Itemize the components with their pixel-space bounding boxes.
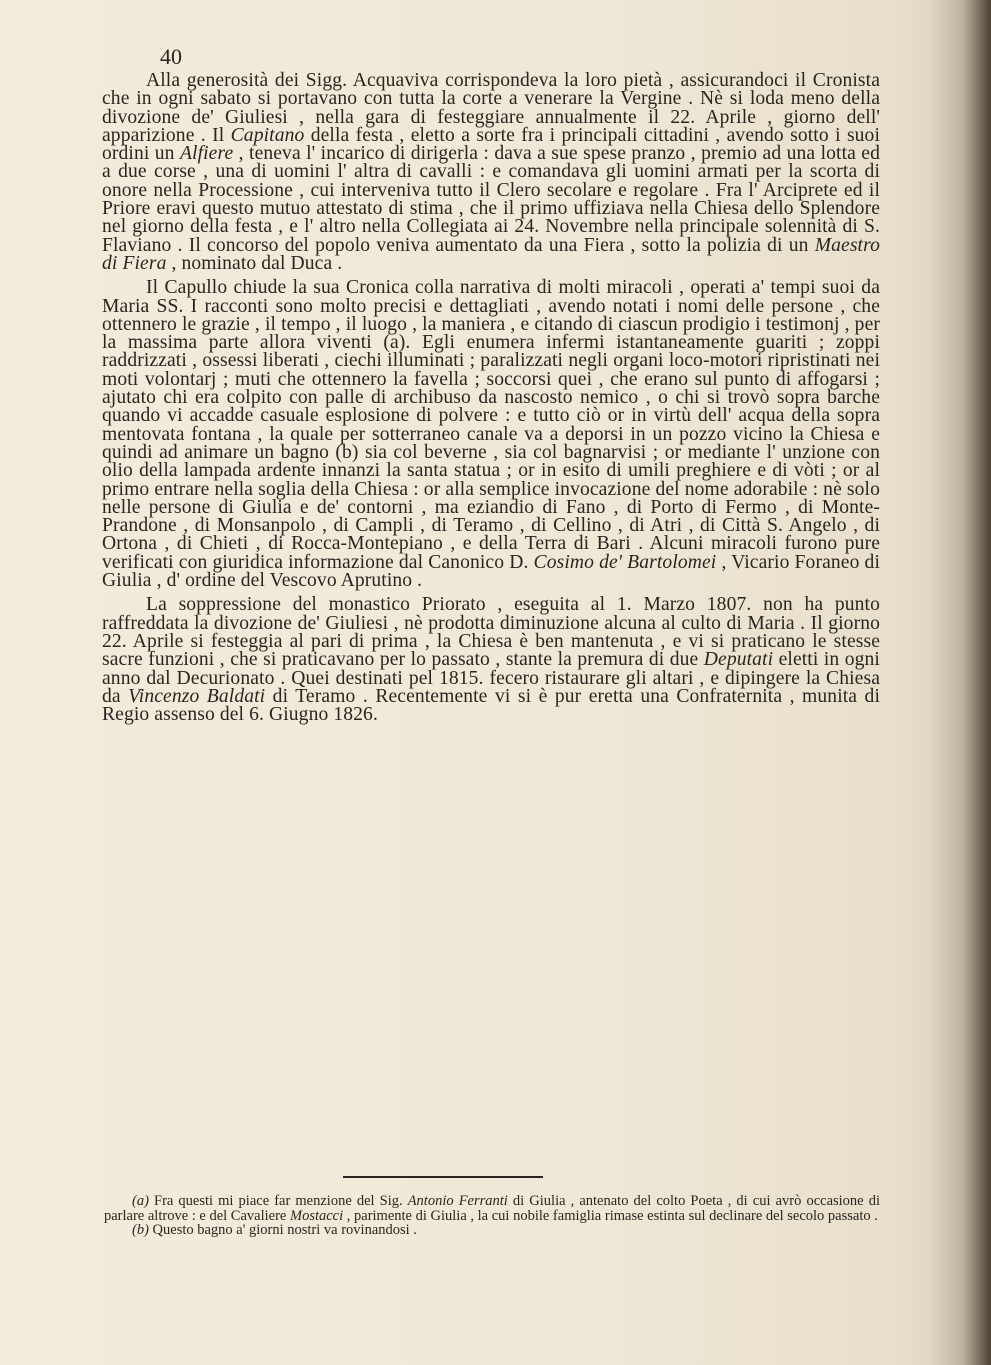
paragraph [102,596,880,724]
footnote-marker: (b) [132,1222,149,1238]
footnotes [104,1194,880,1238]
main-text [102,72,880,730]
italic-run: Vincenzo Baldati [128,685,266,707]
text-run: Fra questi mi piace far menzione del Sig. [148,1193,408,1209]
text-run: di Giulia , antenato del colto Poeta , di cui avrò occasione di parlare altrove : e del Cavaliere [104,1193,880,1224]
paragraph [102,72,880,273]
text-run: della festa , eletto a sorte fra i principali cittadini , avendo sotto i suoi ordini un [102,124,881,165]
text-run: Alla generosità dei Sigg. Acquaviva corrispondeva la loro pietà , assicurandoci il Cronista che in ogni sabato si portavano con tutta la corte a venerare la Vergine . Nè si loda meno della divozione de' Giuliesi , nella gara di festeggiare annualmente il 22. Aprile , giorno dell' apparizione . Il [102,70,880,146]
text-run: eletti in ogni anno dal Decurionato . Quei destinati pel 1815. fecero ristaurare gli altari , e dipingere la Chiesa da [102,649,880,707]
text-run: , teneva l' incarico di dirigerla : dava a sue spese pranzo , premio ad una lotta ed a due corse , una di uomini l' altra di cavalli : e comandava gli uomini armati per la scorta di onore nella Processione , cui interveniva tutto il Clero secolare e regolare . Fra l' Arciprete ed il Priore eravi questo mutuo attestato di stima , che il primo uffiziava nella Chiesa dello Splendore nel giorno della festa , e l' altro nella Collegiata ai 24. Novembre nella principale solennità di S. Flaviano . Il concorso del popolo veniva aumentato da una Fiera , sotto la polizia di un [102,143,880,256]
italic-run: Capitano [230,124,305,146]
italic-run: Antonio Ferranti [407,1193,508,1209]
footnote-separator [343,1176,543,1178]
italic-run: Alfiere [179,143,234,165]
text-run: La soppressione del monastico Priorato , eseguita al 1. Marzo 1807. non ha punto raffreddata la divozione de' Giuliesi , nè prodotta diminuzione alcuna al culto di Maria . Il giorno 22. Aprile si festeggia al pari di prima , la Chiesa è ben mantenuta , e vi si praticano le stesse sacre funzioni , che si praticavano per lo passato , stante la premura di due [102,594,880,671]
text-run: di Teramo . Recentemente vi si è pur eretta una Confraternita , munita di Regio assenso del 6. Giugno 1826. [102,685,880,726]
italic-run: Mostacci [289,1207,344,1224]
footnote [104,1223,880,1238]
page-number: 40 [160,44,182,69]
italic-run: Deputati [703,649,774,671]
text-run: , parimente di Giulia , la cui nobile famiglia rimase estinta sul declinare del secolo passato . [343,1207,878,1224]
text-run: , Vicario Foraneo di Giulia , d' ordine del Vescovo Aprutino . [102,551,880,592]
italic-run: Maestro di Fiera [102,234,880,274]
footnote-marker: (a) [132,1193,149,1209]
paragraph [102,279,880,590]
text-run: Questo bagno a' giorni nostri va rovinandosi . [148,1222,417,1238]
italic-run: Cosimo de' Bartolomei [533,551,717,573]
text-run: Il Capullo chiude la sua Cronica colla narrativa di molti miracoli , operati a' tempi suoi da Maria SS. I racconti sono molto precisi e dettagliati , avendo notati i nomi delle persone , che ottennero le grazie , il tempo , il luogo , la maniera , e citando di ciascun prodigio i testimonj , per la massima parte allora viventi (a). Egli enumera infermi istantaneamente guariti ; zoppi raddrizzati , ossessi liberati , ciechi illuminati ; paralizzati negli organi loco-motori ripristinati nei moti volontarj ; muti che ottennero la favella ; soccorsi quei , che erano sul punto di affogarsi ; ajutato chi era colpito con palle di archibuso da nascosto nemico , o chi si trovò sopra barche quando vi accadde casuale esplosione di polvere : e tutto ciò or in virtù dell' acqua della sopra mentovata fontana , la quale per sotterraneo canale va a deporsi in un pozzo vicino la Chiesa e quindi ad animare un bagno (b) sia col beverne , sia col bagnarvisi ; or mediante l' unzione con olio della lampada ardente innanzi la santa statua ; or in esito di umili preghiere e di vòti ; or al primo entrare nella soglia della Chiesa : or alla semplice invocazione del nome adorabile : nè solo nelle persone di Giulia e de' contorni , ma eziandio di Fano , di Porto di Fermo , di Monte-Prandone , di Monsanpolo , di Campli , di Teramo , di Cellino , di Atri , di Città S. Angelo , di Ortona , di Chieti , di Rocca-Montepiano , e della Terra di Bari . Alcuni miracoli furono pure verificati con giuridica informazione dal Canonico D. [102,277,880,573]
footnote [104,1194,880,1223]
page-gutter-shadow [929,0,991,1365]
text-run: , nominato dal Duca . [166,252,343,274]
